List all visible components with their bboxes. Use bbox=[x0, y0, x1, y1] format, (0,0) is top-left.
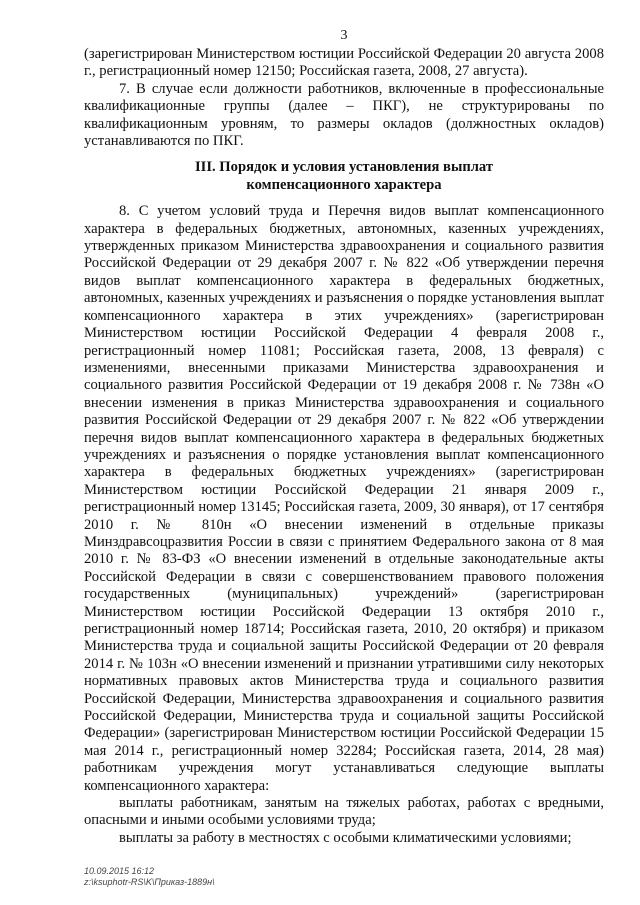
paragraph-registration-note: (зарегистрирован Министерством юстиции Российской Федерации 20 августа 2008 г., регистрационный номер 12150; Российская газета, 2008, 27 августа). bbox=[84, 46, 604, 80]
footer-file-path: z:\ksuphotr-RS\K\Приказ-1889н\ bbox=[84, 877, 215, 887]
paragraph-list-item: выплаты за работу в местностях с особыми климатическими условиями; bbox=[119, 829, 572, 846]
section-heading bbox=[84, 159, 604, 194]
footer-timestamp: 10.09.2015 16:12 bbox=[84, 866, 155, 876]
section-heading-line2: компенсационного характера bbox=[246, 176, 442, 193]
paragraph-item-7: 7. В случае если должности работников, включенные в профессиональные квалификационные группы (далее – ПКГ), не структурированы по квалификационным уровням, то размеры окладов (должностных окладов) устанавливаются по ПКГ. bbox=[84, 80, 604, 150]
paragraph-list-item: выплаты работникам, занятым на тяжелых работах, работах с вредными, опасными и иными особыми условиями труда; bbox=[84, 795, 604, 829]
page-number: 3 bbox=[340, 28, 348, 43]
section-heading-line1: III. Порядок и условия установления выплат bbox=[194, 159, 494, 176]
document-footer bbox=[84, 866, 215, 888]
paragraph-item-8: 8. С учетом условий труда и Перечня видов выплат компенсационного характера в федеральных бюджетных, автономных, казенных учреждениях, утвержденных приказом Министерства здравоохранения и социального развития Российской Федерации от 29 декабря 2007 г. № 822 «Об утверждении перечня видов выплат компенсационного характера в федеральных бюджетных, автономных, казенных учреждениях и разъяснения о порядке установления выплат компенсационного характера в этих учреждениях» (зарегистрирован Министерством юстиции Российской Федерации 4 февраля 2008 г., регистрационный номер 11081; Российская газета, 2008, 13 февраля) с изменениями, внесенными приказами Министерства здравоохранения и социального развития Российской Федерации от 19 декабря 2008 г. № 738н «О внесении изменения в приказ Министерства здравоохранения и социального развития Российской Федерации от 29 декабря 2007 г. № 822 «Об утверждении перечня видов выплат компенсационного характера в федеральных бюджетных учреждениях и разъяснения о порядке установления выплат компенсационного характера в федеральных бюджетных учреждениях» (зарегистрирован Министерством юстиции Российской Федерации 21 января 2009 г., регистрационный номер 13145; Российская газета, 2009, 30 января), от 17 сентября 2010 г. № 810н «О внесении изменений в отдельные приказы Минздравсоцразвития России в связи с принятием Федерального закона от 8 мая 2010 г. № 83-ФЗ «О внесении изменений в отдельные законодательные акты Российской Федерации в связи с совершенствованием правового положения государственных (муниципальных) учреждений» (зарегистрирован Министерством юстиции Российской Федерации 13 октября 2010 г., регистрационный номер 18714; Российская газета, 2010, 20 октября) и приказом Министерства труда и социальной защиты Российской Федерации от 20 февраля 2014 г. № 103н «О внесении изменений и признании утратившими силу некоторых нормативных правовых актов Министерства труда и социального развития Российской Федерации, Министерства здравоохранения и социального развития Российской Федерации, Министерства труда и социальной защиты Российской Федерации» (зарегистрирован Министерством юстиции Российской Федерации 15 мая 2014 г., регистрационный номер 32284; Российская газета, 2014, 28 мая) работникам учреждения могут устанавливаться следующие выплаты компенсационного характера: bbox=[84, 203, 604, 794]
